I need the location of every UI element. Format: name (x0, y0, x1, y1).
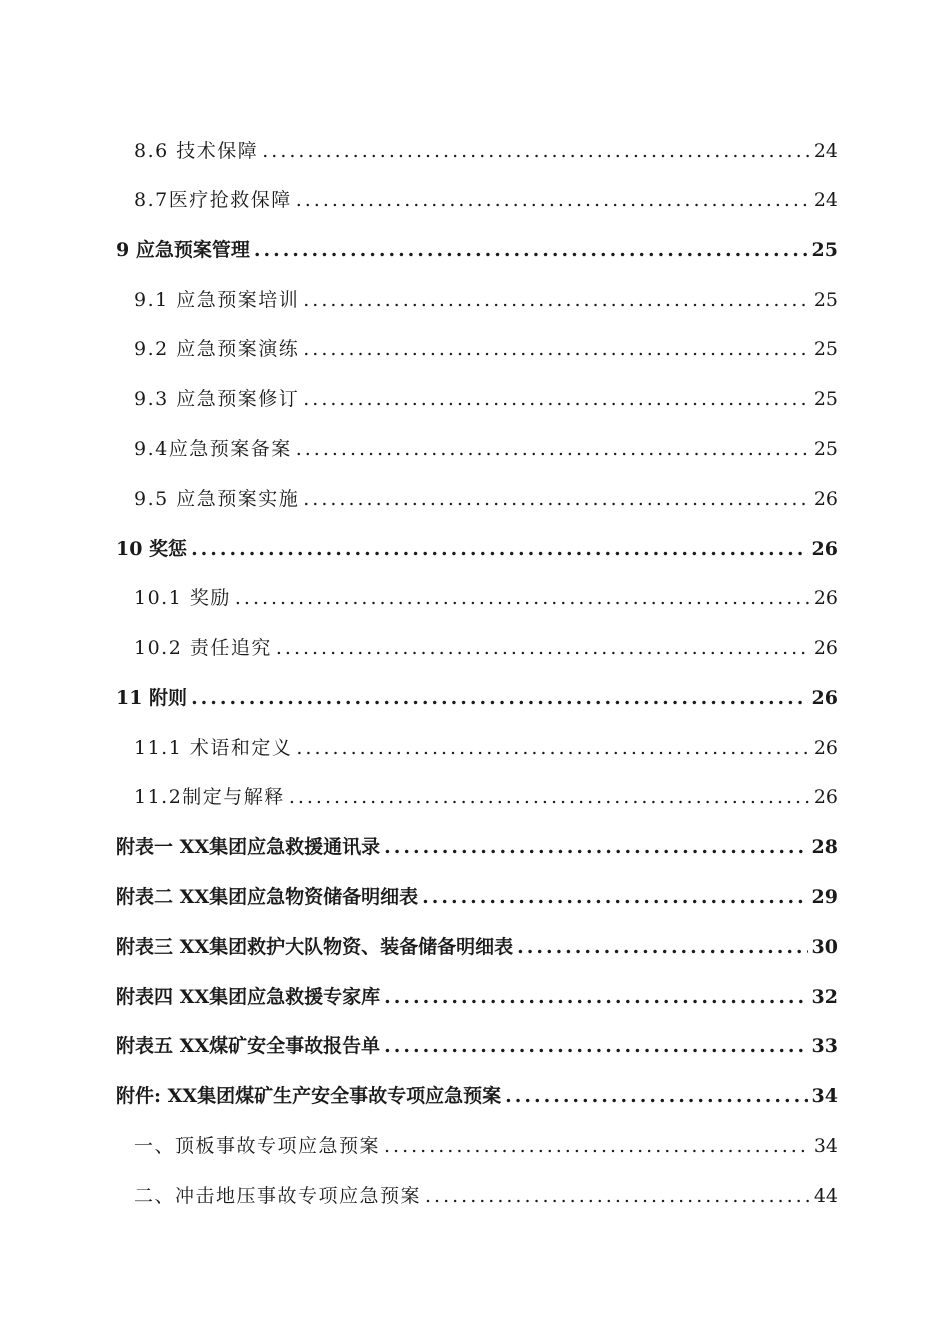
toc-entry-label: 9.4应急预案备案 (134, 438, 292, 460)
toc-entry-label: 9.1 应急预案培训 (134, 289, 300, 311)
toc-entry-page: 32 (811, 986, 838, 1008)
dot-leader (296, 184, 810, 216)
toc-entry[interactable] (134, 632, 838, 664)
toc-entry-label: 11.1 术语和定义 (134, 737, 293, 759)
toc-entry-label: 10 奖惩 (116, 538, 188, 560)
dot-leader (191, 533, 807, 565)
toc-entry-page: 26 (813, 786, 838, 808)
toc-entry[interactable] (134, 582, 838, 614)
toc-entry-page: 26 (813, 488, 838, 510)
toc-entry-page: 44 (813, 1185, 838, 1207)
toc-entry[interactable] (134, 135, 838, 167)
dot-leader (303, 483, 810, 515)
toc-entry-page: 25 (811, 239, 838, 261)
dot-leader (384, 1130, 810, 1162)
toc-entry-page: 29 (811, 886, 838, 908)
dot-leader (276, 632, 810, 664)
toc-entry[interactable] (116, 1080, 838, 1112)
toc-entry-label: 10.2 责任追究 (134, 637, 272, 659)
toc-entry-page: 25 (813, 438, 838, 460)
toc-entry-page: 26 (813, 587, 838, 609)
toc-entry-label: 11.2制定与解释 (134, 786, 285, 808)
dot-leader (303, 333, 810, 365)
toc-entry-page: 25 (813, 388, 838, 410)
toc-entry-label: 附表四 XX集团应急救援专家库 (116, 986, 381, 1008)
toc-entry-page: 26 (811, 687, 838, 709)
dot-leader (296, 732, 809, 764)
toc-entry-page: 24 (813, 189, 838, 211)
toc-entry[interactable] (134, 1180, 838, 1212)
toc-entry-label: 9.2 应急预案演练 (134, 338, 300, 360)
toc-entry[interactable] (116, 981, 838, 1013)
dot-leader (254, 234, 808, 266)
toc-entry-page: 25 (813, 338, 838, 360)
dot-leader (505, 1080, 807, 1112)
toc-entry[interactable] (134, 433, 838, 465)
toc-entry-label: 一、顶板事故专项应急预案 (134, 1135, 381, 1157)
dot-leader (303, 284, 810, 316)
toc-entry-label: 9.5 应急预案实施 (134, 488, 300, 510)
dot-leader (422, 881, 807, 913)
toc-entry[interactable] (134, 284, 838, 316)
toc-entry[interactable] (134, 383, 838, 415)
dot-leader (262, 135, 810, 167)
toc-entry-label: 9 应急预案管理 (116, 239, 250, 261)
dot-leader (235, 582, 810, 614)
toc-entry-label: 8.7医疗抢救保障 (134, 189, 292, 211)
toc-entry-page: 24 (813, 140, 838, 162)
toc-entry-page: 26 (811, 538, 838, 560)
toc-entry-label: 附表一 XX集团应急救援通讯录 (116, 836, 381, 858)
toc-entry[interactable] (134, 333, 838, 365)
toc-entry-label: 9.3 应急预案修订 (134, 388, 300, 410)
toc-entry-label: 10.1 奖励 (134, 587, 231, 609)
toc-entry[interactable] (116, 682, 838, 714)
toc-entry[interactable] (116, 533, 838, 565)
toc-entry[interactable] (116, 931, 838, 963)
dot-leader (425, 1180, 810, 1212)
toc-entry-page: 28 (811, 836, 838, 858)
dot-leader (384, 1030, 807, 1062)
toc-entry-page: 26 (813, 637, 838, 659)
toc-entry[interactable] (116, 881, 838, 913)
toc-entry-page: 34 (813, 1135, 838, 1157)
toc-entry-label: 11 附则 (116, 687, 188, 709)
toc-entry-page: 25 (813, 289, 838, 311)
toc-entry[interactable] (116, 831, 838, 863)
toc-entry[interactable] (116, 234, 838, 266)
toc-entry[interactable] (116, 1030, 838, 1062)
toc-entry-label: 附件: XX集团煤矿生产安全事故专项应急预案 (116, 1085, 502, 1107)
dot-leader (289, 781, 810, 813)
dot-leader (296, 433, 810, 465)
toc-entry-page: 30 (811, 936, 838, 958)
toc-entry-label: 附表五 XX煤矿安全事故报告单 (116, 1035, 381, 1057)
toc-entry[interactable] (134, 781, 838, 813)
toc-entry-label: 附表三 XX集团救护大队物资、装备储备明细表 (116, 936, 514, 958)
toc-entry-label: 二、冲击地压事故专项应急预案 (134, 1185, 422, 1207)
toc-entry-page: 26 (813, 737, 838, 759)
dot-leader (303, 383, 810, 415)
toc-entry[interactable] (134, 483, 838, 515)
toc-entry-label: 8.6 技术保障 (134, 140, 259, 162)
dot-leader (384, 981, 807, 1013)
toc-entry-page: 34 (811, 1085, 838, 1107)
dot-leader (384, 831, 807, 863)
toc-entry-label: 附表二 XX集团应急物资储备明细表 (116, 886, 419, 908)
toc-entry[interactable] (134, 732, 838, 764)
toc-entry[interactable] (134, 1130, 838, 1162)
toc-entry-page: 33 (811, 1035, 838, 1057)
dot-leader (191, 682, 807, 714)
toc-entry[interactable] (134, 184, 838, 216)
dot-leader (517, 931, 807, 963)
